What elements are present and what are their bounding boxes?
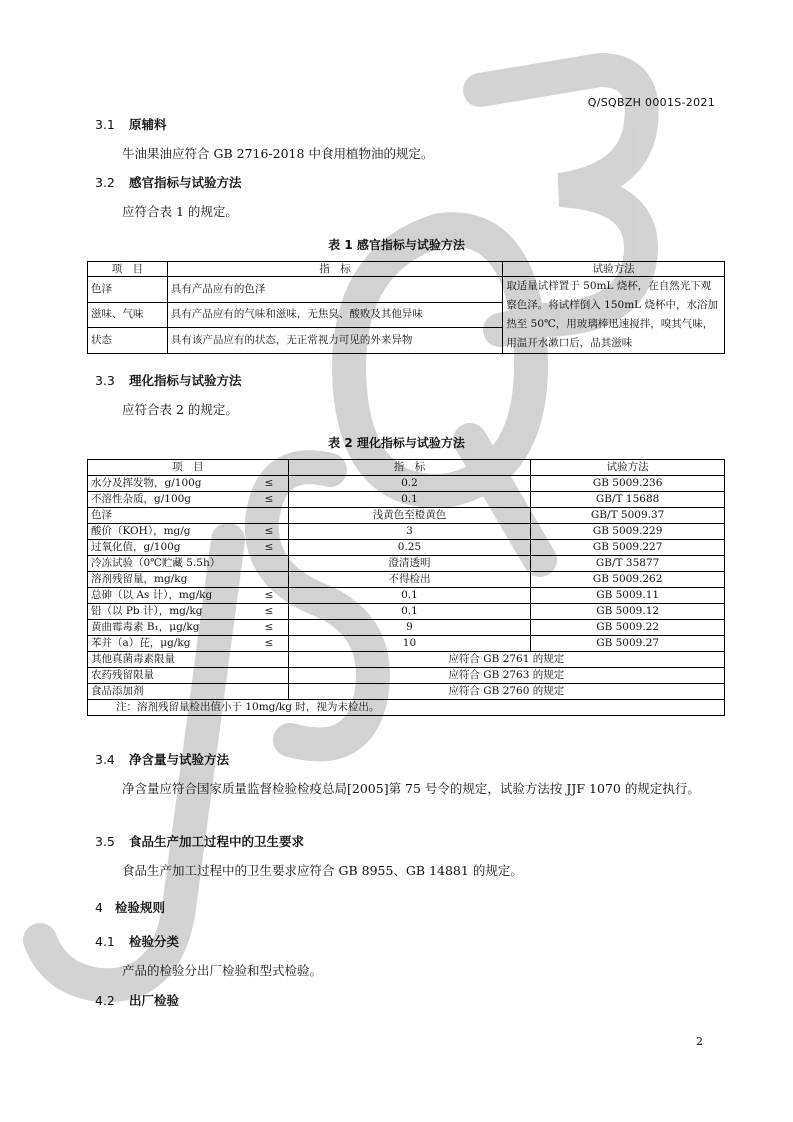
table-cell-method: GB 5009.262 <box>531 572 725 588</box>
section-4-1-heading: 4.1 检验分类 <box>95 934 180 949</box>
table-header: 指 标 <box>167 262 502 277</box>
table-cell-spec: 0.1 <box>288 604 531 620</box>
table-1-caption: 表 1 感官指标与试验方法 <box>328 238 465 252</box>
table-cell-spec: 0.1 <box>288 588 531 604</box>
section-3-4-heading: 3.4 净含量与试验方法 <box>95 752 230 767</box>
table-row <box>88 524 725 540</box>
table-note: 注：溶剂残留量检出值小于 10mg/kg 时，视为未检出。 <box>88 700 725 716</box>
section-3-1-heading: 3.1 原辅料 <box>95 117 167 132</box>
page-number: 2 <box>696 1035 703 1048</box>
table-header-row <box>88 262 725 277</box>
table-header-row <box>88 460 725 476</box>
table-cell-method: GB/T 5009.37 <box>531 508 725 524</box>
table-header: 试验方法 <box>503 262 725 277</box>
table-cell-spec: 具有产品应有的气味和滋味，无焦臭、酸败及其他异味 <box>167 302 502 328</box>
table-cell-method: GB 5009.22 <box>531 620 725 636</box>
table-row <box>88 652 725 668</box>
table-cell-spec: 0.1 <box>288 492 531 508</box>
table-cell-operator: ≤ <box>250 604 288 620</box>
table-cell-method: GB 5009.12 <box>531 604 725 620</box>
table-cell-operator <box>250 572 288 588</box>
table-cell-item: 铅（以 Pb 计），mg/kg <box>88 604 251 620</box>
table-note-row <box>88 700 725 716</box>
table-cell-spec: 不得检出 <box>288 572 531 588</box>
table-cell-method: GB/T 15688 <box>531 492 725 508</box>
table-cell-item: 冷冻试验（0℃贮藏 5.5h） <box>88 556 251 572</box>
table-cell-item: 状态 <box>88 328 168 354</box>
section-3-3-body: 应符合表 2 的规定。 <box>122 402 238 417</box>
table-cell-method: GB 5009.229 <box>531 524 725 540</box>
section-3-5-heading: 3.5 食品生产加工过程中的卫生要求 <box>95 834 305 849</box>
table-row <box>88 588 725 604</box>
table-cell-item: 苯并（a）芘，μg/kg <box>88 636 251 652</box>
section-3-4-body: 净含量应符合国家质量监督检验检疫总局[2005]第 75 号令的规定，试验方法按 JJF 1070 的规定执行。 <box>122 781 700 796</box>
table-cell-item: 色泽 <box>88 277 168 303</box>
table-row <box>88 556 725 572</box>
table-cell-operator <box>250 508 288 524</box>
table-2-body <box>88 476 725 700</box>
table-cell-method: GB 5009.227 <box>531 540 725 556</box>
table-header: 指 标 <box>288 460 531 476</box>
table-2 <box>87 459 725 716</box>
table-cell-spec: 澄清透明 <box>288 556 531 572</box>
section-3-1-body: 牛油果油应符合 GB 2716-2018 中食用植物油的规定。 <box>122 146 434 161</box>
section-4-heading: 4 检验规则 <box>95 900 166 915</box>
table-1 <box>87 261 725 354</box>
table-row <box>88 540 725 556</box>
table-cell-item: 农药残留限量 <box>88 668 289 684</box>
table-cell-item: 溶剂残留量，mg/kg <box>88 572 251 588</box>
table-row <box>88 684 725 700</box>
table-cell-spec: 具有该产品应有的状态，无正常视力可见的外来异物 <box>167 328 502 354</box>
table-cell-operator: ≤ <box>250 492 288 508</box>
table-cell-operator: ≤ <box>250 636 288 652</box>
section-3-5-body: 食品生产加工过程中的卫生要求应符合 GB 8955、GB 14881 的规定。 <box>122 863 523 878</box>
table-cell-method: GB/T 35877 <box>531 556 725 572</box>
table-cell-spec: 应符合 GB 2760 的规定 <box>288 684 724 700</box>
table-header: 试验方法 <box>531 460 725 476</box>
table-row <box>88 476 725 492</box>
table-cell-spec: 具有产品应有的色泽 <box>167 277 502 303</box>
table-row <box>88 492 725 508</box>
section-4-1-body: 产品的检验分出厂检验和型式检验。 <box>122 963 323 978</box>
table-cell-item: 其他真菌毒素限量 <box>88 652 289 668</box>
table-cell-operator: ≤ <box>250 476 288 492</box>
table-cell-spec: 10 <box>288 636 531 652</box>
section-3-3-heading: 3.3 理化指标与试验方法 <box>95 373 242 388</box>
section-4-2-heading: 4.2 出厂检验 <box>95 993 180 1008</box>
table-cell-item: 水分及挥发物，g/100g <box>88 476 251 492</box>
table-cell-spec: 3 <box>288 524 531 540</box>
table-cell-method: GB 5009.236 <box>531 476 725 492</box>
table-cell-item: 酸价（KOH），mg/g <box>88 524 251 540</box>
section-3-2-body: 应符合表 1 的规定。 <box>122 204 238 219</box>
table-row <box>88 636 725 652</box>
table-cell-spec: 浅黄色至橙黄色 <box>288 508 531 524</box>
table-cell-spec: 9 <box>288 620 531 636</box>
table-cell-operator: ≤ <box>250 588 288 604</box>
table-cell-spec: 应符合 GB 2763 的规定 <box>288 668 724 684</box>
table-cell-spec: 应符合 GB 2761 的规定 <box>288 652 724 668</box>
table-cell-item: 总砷（以 As 计），mg/kg <box>88 588 251 604</box>
table-row <box>88 508 725 524</box>
table-row <box>88 572 725 588</box>
table-cell-operator <box>250 556 288 572</box>
table-cell-spec: 0.2 <box>288 476 531 492</box>
table-cell-item: 食品添加剂 <box>88 684 289 700</box>
table-cell-method: GB 5009.27 <box>531 636 725 652</box>
table-row <box>88 668 725 684</box>
table-cell-item: 不溶性杂质，g/100g <box>88 492 251 508</box>
table-cell-operator: ≤ <box>250 524 288 540</box>
table-cell-operator: ≤ <box>250 540 288 556</box>
table-cell-item: 黄曲霉毒素 B₁，μg/kg <box>88 620 251 636</box>
table-cell-method: 取适量试样置于 50mL 烧杯，在自然光下观察色泽。将试样倒入 150mL 烧杯中，水浴加热至 50℃，用玻璃棒迅速搅拌，嗅其气味，用温开水漱口后，品其滋味 <box>503 277 725 354</box>
table-cell-operator: ≤ <box>250 620 288 636</box>
table-row <box>88 277 725 303</box>
section-3-2-heading: 3.2 感官指标与试验方法 <box>95 175 242 190</box>
table-row <box>88 604 725 620</box>
table-row <box>88 620 725 636</box>
table-header: 项 目 <box>88 262 168 277</box>
table-2-caption: 表 2 理化指标与试验方法 <box>328 436 465 450</box>
table-cell-method: GB 5009.11 <box>531 588 725 604</box>
table-cell-spec: 0.25 <box>288 540 531 556</box>
table-header: 项 目 <box>88 460 289 476</box>
table-cell-item: 色泽 <box>88 508 251 524</box>
table-cell-item: 过氧化值，g/100g <box>88 540 251 556</box>
document-code: Q/SQBZH 0001S-2021 <box>587 96 715 109</box>
table-cell-item: 滋味、气味 <box>88 302 168 328</box>
